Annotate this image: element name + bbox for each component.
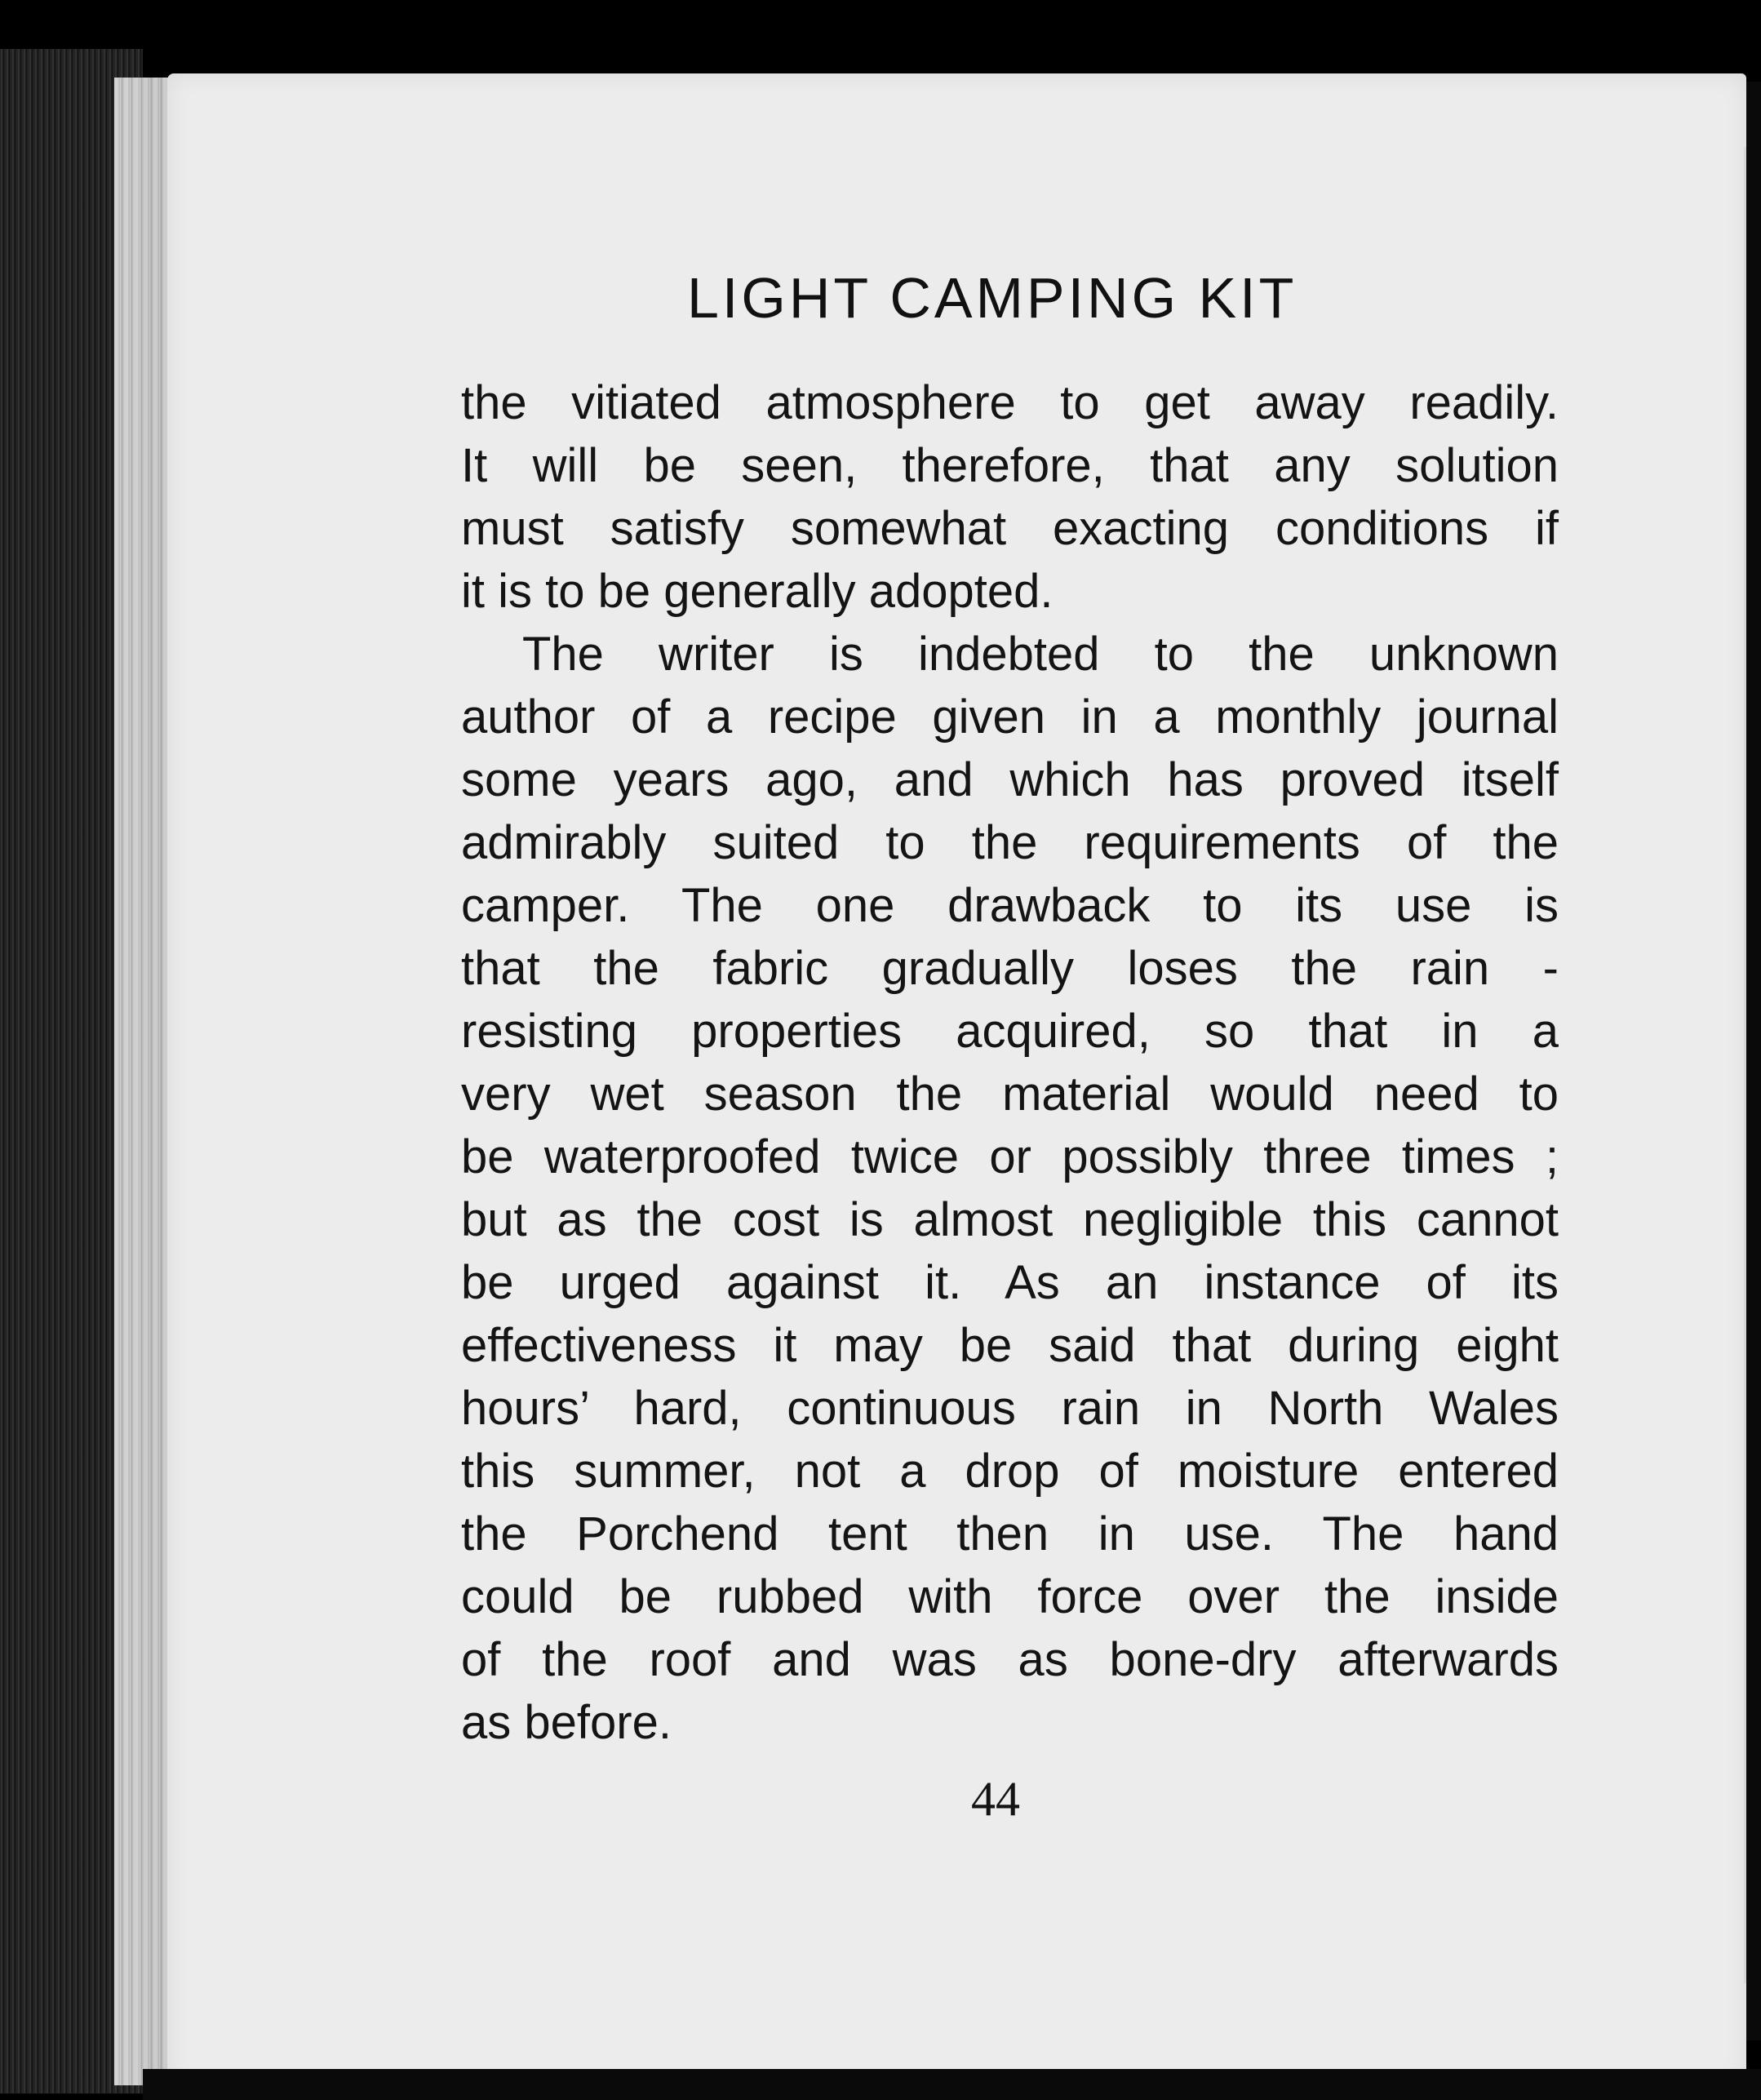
text-line: effectiveness it may be said that during eight (461, 1319, 1559, 1372)
running-head: LIGHT CAMPING KIT (687, 266, 1297, 330)
text-line: but as the cost is almost negligible this cannot (461, 1193, 1559, 1246)
scan-bottom-border (143, 2069, 1761, 2100)
text-line: camper. The one drawback to its use is (461, 879, 1559, 932)
text-line: as before. (461, 1696, 672, 1749)
text-line: of the roof and was as bone-dry afterwards (461, 1633, 1559, 1686)
scan-right-border (1746, 82, 1761, 2040)
text-line: admirably suited to the requirements of the (461, 816, 1559, 869)
text-line: The writer is indebted to the unknown (522, 628, 1559, 681)
text-line: some years ago, and which has proved itself (461, 753, 1559, 806)
text-line: it is to be generally adopted. (461, 565, 1053, 618)
text-line: hours’ hard, continuous rain in North Wales (461, 1382, 1559, 1435)
text-line: be waterproofed twice or possibly three times ; (461, 1130, 1559, 1183)
text-line: It will be seen, therefore, that any solution (461, 439, 1559, 492)
page-number: 44 (971, 1772, 1020, 1826)
text-line: very wet season the material would need to (461, 1068, 1559, 1121)
text-line: that the fabric gradually loses the rain - (461, 942, 1559, 995)
text-line: must satisfy somewhat exacting conditions if (461, 502, 1559, 555)
text-line: this summer, not a drop of moisture entered (461, 1445, 1559, 1498)
text-line: be urged against it. As an instance of its (461, 1256, 1559, 1309)
text-line: could be rubbed with force over the inside (461, 1570, 1559, 1623)
body-text (461, 371, 1559, 1754)
text-line: the Porchend tent then in use. The hand (461, 1507, 1559, 1561)
text-line: author of a recipe given in a monthly journal (461, 690, 1559, 744)
text-line: the vitiated atmosphere to get away readily. (461, 376, 1559, 429)
text-line: resisting properties acquired, so that in a (461, 1005, 1559, 1058)
